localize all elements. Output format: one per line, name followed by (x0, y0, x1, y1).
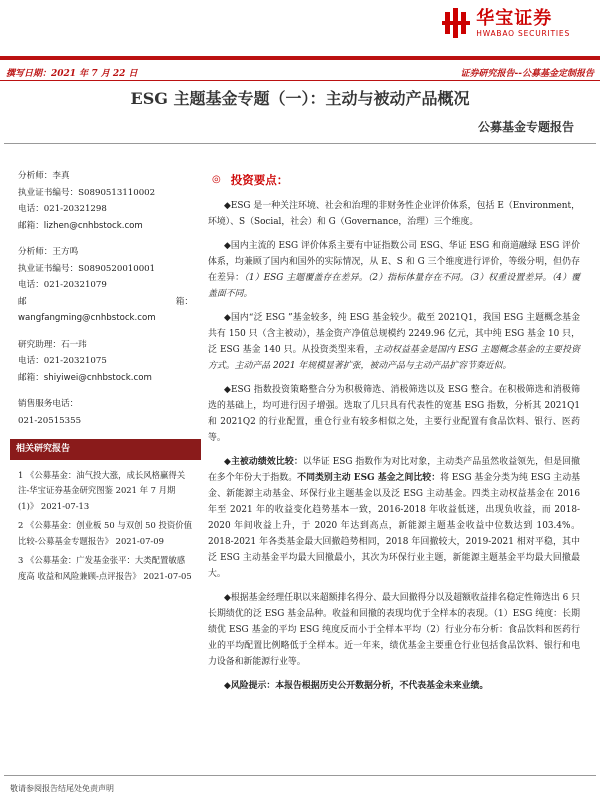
main-content (208, 172, 580, 702)
disclaimer-note: 敬请参阅报告结尾处免责声明 (10, 784, 114, 793)
related-item[interactable]: 2 《公募基金：创业板 50 与双创 50 投资价值比较-公募基金专题报告》 2021-07-09 (18, 520, 192, 546)
analyst-block-3 (18, 337, 193, 387)
analyst-phone: 电话：021-20321079 (18, 280, 107, 290)
point-rating-systems: ◆国内主流的 ESG 评价体系主要有中证指数公司 ESG、华证 ESG 和商道融绿 ESG 评价体系，均兼顾了国内和国外的实际情况，从 E、S 和 G 三个维度进行评价，等级分明，但仍存在差异：（1）ESG 主题覆盖存在差异。（2）指标体量存在不同。（3）权重设置差异。（4）覆盖面不同。 (208, 241, 580, 299)
header-rule-top (0, 56, 600, 60)
analyst-name: 分析师：王方鸣 (18, 247, 79, 257)
points-heading (208, 172, 580, 188)
related-heading: 相关研究报告 (10, 439, 201, 460)
footer-rule (4, 775, 596, 776)
analyst-name: 研究助理：石一玮 (18, 339, 87, 350)
title-rule (4, 143, 596, 144)
sales-block (18, 396, 193, 429)
report-category: 证券研究报告--公募基金定制报告 (460, 69, 594, 79)
analyst-cert: 执业证书编号：S0890520010001 (18, 263, 156, 274)
sales-label: 销售服务电话： (18, 399, 79, 409)
analyst-email[interactable]: wangfangming@cnhbstock.com (18, 313, 156, 323)
analyst-email[interactable]: 邮箱：shiyiwei@cnhbstock.com (18, 372, 152, 383)
points-heading-label: 投资要点： (230, 173, 289, 187)
related-item[interactable]: 1 《公募基金：油气投大涨，成长风格赢得关注-华宝证券基金研究图鉴 2021 年 7 月期(1)》 2021-07-13 (18, 469, 186, 511)
header-rule-bottom (0, 80, 600, 81)
brand-logo (442, 8, 570, 38)
page-title: ESG 主题基金专题（一）：主动与被动产品概况 (130, 89, 470, 108)
sales-phone: 021-20515355 (18, 415, 82, 426)
header-row (6, 66, 594, 79)
analyst-cert: 执业证书编号：S0890513110002 (18, 187, 156, 198)
analyst-block-1 (18, 168, 193, 234)
sidebar (18, 168, 193, 588)
point-performance: ◆主被动绩效比较：以华证 ESG 指数作为对比对象，主动类产品虽然收益领先，但是回撤在多个年份大于指数。不同类别主动 ESG 基金之间比较：将 ESG 基金分类为纯 ESG 主动基金、新能源主动基金、环保行业主题基金以及泛 ESG 主动基金。四类主动权益基金在 2016 年至 2021 年的收益变化趋势基本一致，2016-2018 年收益低迷，出现负收益，而 2018-2020 年间收益上升，于 2020 年达到高点，新能源主题基金收益中位数达到 103.4%。2018-2021 年各类基金最大回撤趋势相同，2018 年回撤较大，2019-2021 相对平稳，其中泛 ESG 主动基金平均最大回撤最小，其次为环保行业主题，新能源主题基金平均最大回撤最大。 (208, 457, 581, 579)
report-date: 撰写日期：2021 年 7 月 22 日 (6, 69, 138, 79)
analyst-block-2 (18, 244, 193, 327)
analyst-phone: 电话：021-20321075 (18, 356, 107, 366)
point-fund-counts: ◆国内“泛 ESG ”基金较多，纯 ESG 基金较少。截至 2021Q1，我国 ESG 主题概念基金共有 150 只（含主被动），基金资产净值总规模约 2249.96 亿元，其中纯 ESG 基金 10 只，泛 ESG 基金 140 只。从投资类型来看，主动权益基金是国内 ESG 主题概念基金的主要投资方式。主动产品 2021 年规模显著扩张，被动产品与主动产品扩容节奏近似。 (208, 313, 581, 371)
analyst-phone: 电话：021-20321298 (18, 204, 107, 214)
point-index-strategy: ◆ESG 指数投资策略整合分为积极筛选、消极筛选以及 ESG 整合。在积极筛选和消极筛选的基础上，均可进行因子增强。选取了几只具有代表性的宽基 ESG 指数，分析其 2021Q1 和 2021Q2 的行业配置，重仓行业有较多相似之处，主要行业配置有食品饮料、银行、医药等。 (208, 385, 580, 443)
risk-warning: ◆风险提示：本报告根据历史公开数据分析，不代表基金未来业绩。 (224, 681, 489, 691)
page-subtitle: 公募基金专题报告 (477, 120, 574, 134)
point-fund-selection: ◆根据基金经理任职以来超额排名得分、最大回撤得分以及超额收益排名稳定性筛选出 6 只长期绩优的泛 ESG 基金品种。收益和回撤的表现均优于全样本的表现。（1）ESG 纯度：长期绩优 ESG 基金的平均 ESG 纯度反而小于全样本平均（2）行业分布分析：食品饮料和医药行业的平均配置比例略低于全样本。近一年来，绩优基金主要重仓行业包括食品饮料、银行和电力设备和新能源行业等。 (208, 593, 580, 667)
target-icon: ◎ (212, 174, 221, 185)
related-item[interactable]: 3 《公募基金：广发基金张平：大类配置敏感度高 收益和风险兼顾-点评报告》 2021-07-05 (18, 555, 192, 581)
analyst-name: 分析师：李真 (18, 171, 70, 181)
point-esg-definition: ◆ESG 是一种关注环境、社会和治理的非财务性企业评价体系，包括 E（Environment，环境）、S（Social，社会）和 G（Governance，治理）三个维度。 (208, 201, 580, 227)
analyst-email[interactable]: 邮箱：lizhen@cnhbstock.com (18, 220, 143, 231)
brand-logo-icon (442, 8, 472, 38)
brand-name-cn: 华宝证券 (476, 7, 553, 29)
analyst-email-label: 邮 箱： (18, 296, 193, 307)
brand-name-en: HWABAO SECURITIES (476, 28, 570, 38)
related-list (18, 468, 193, 585)
